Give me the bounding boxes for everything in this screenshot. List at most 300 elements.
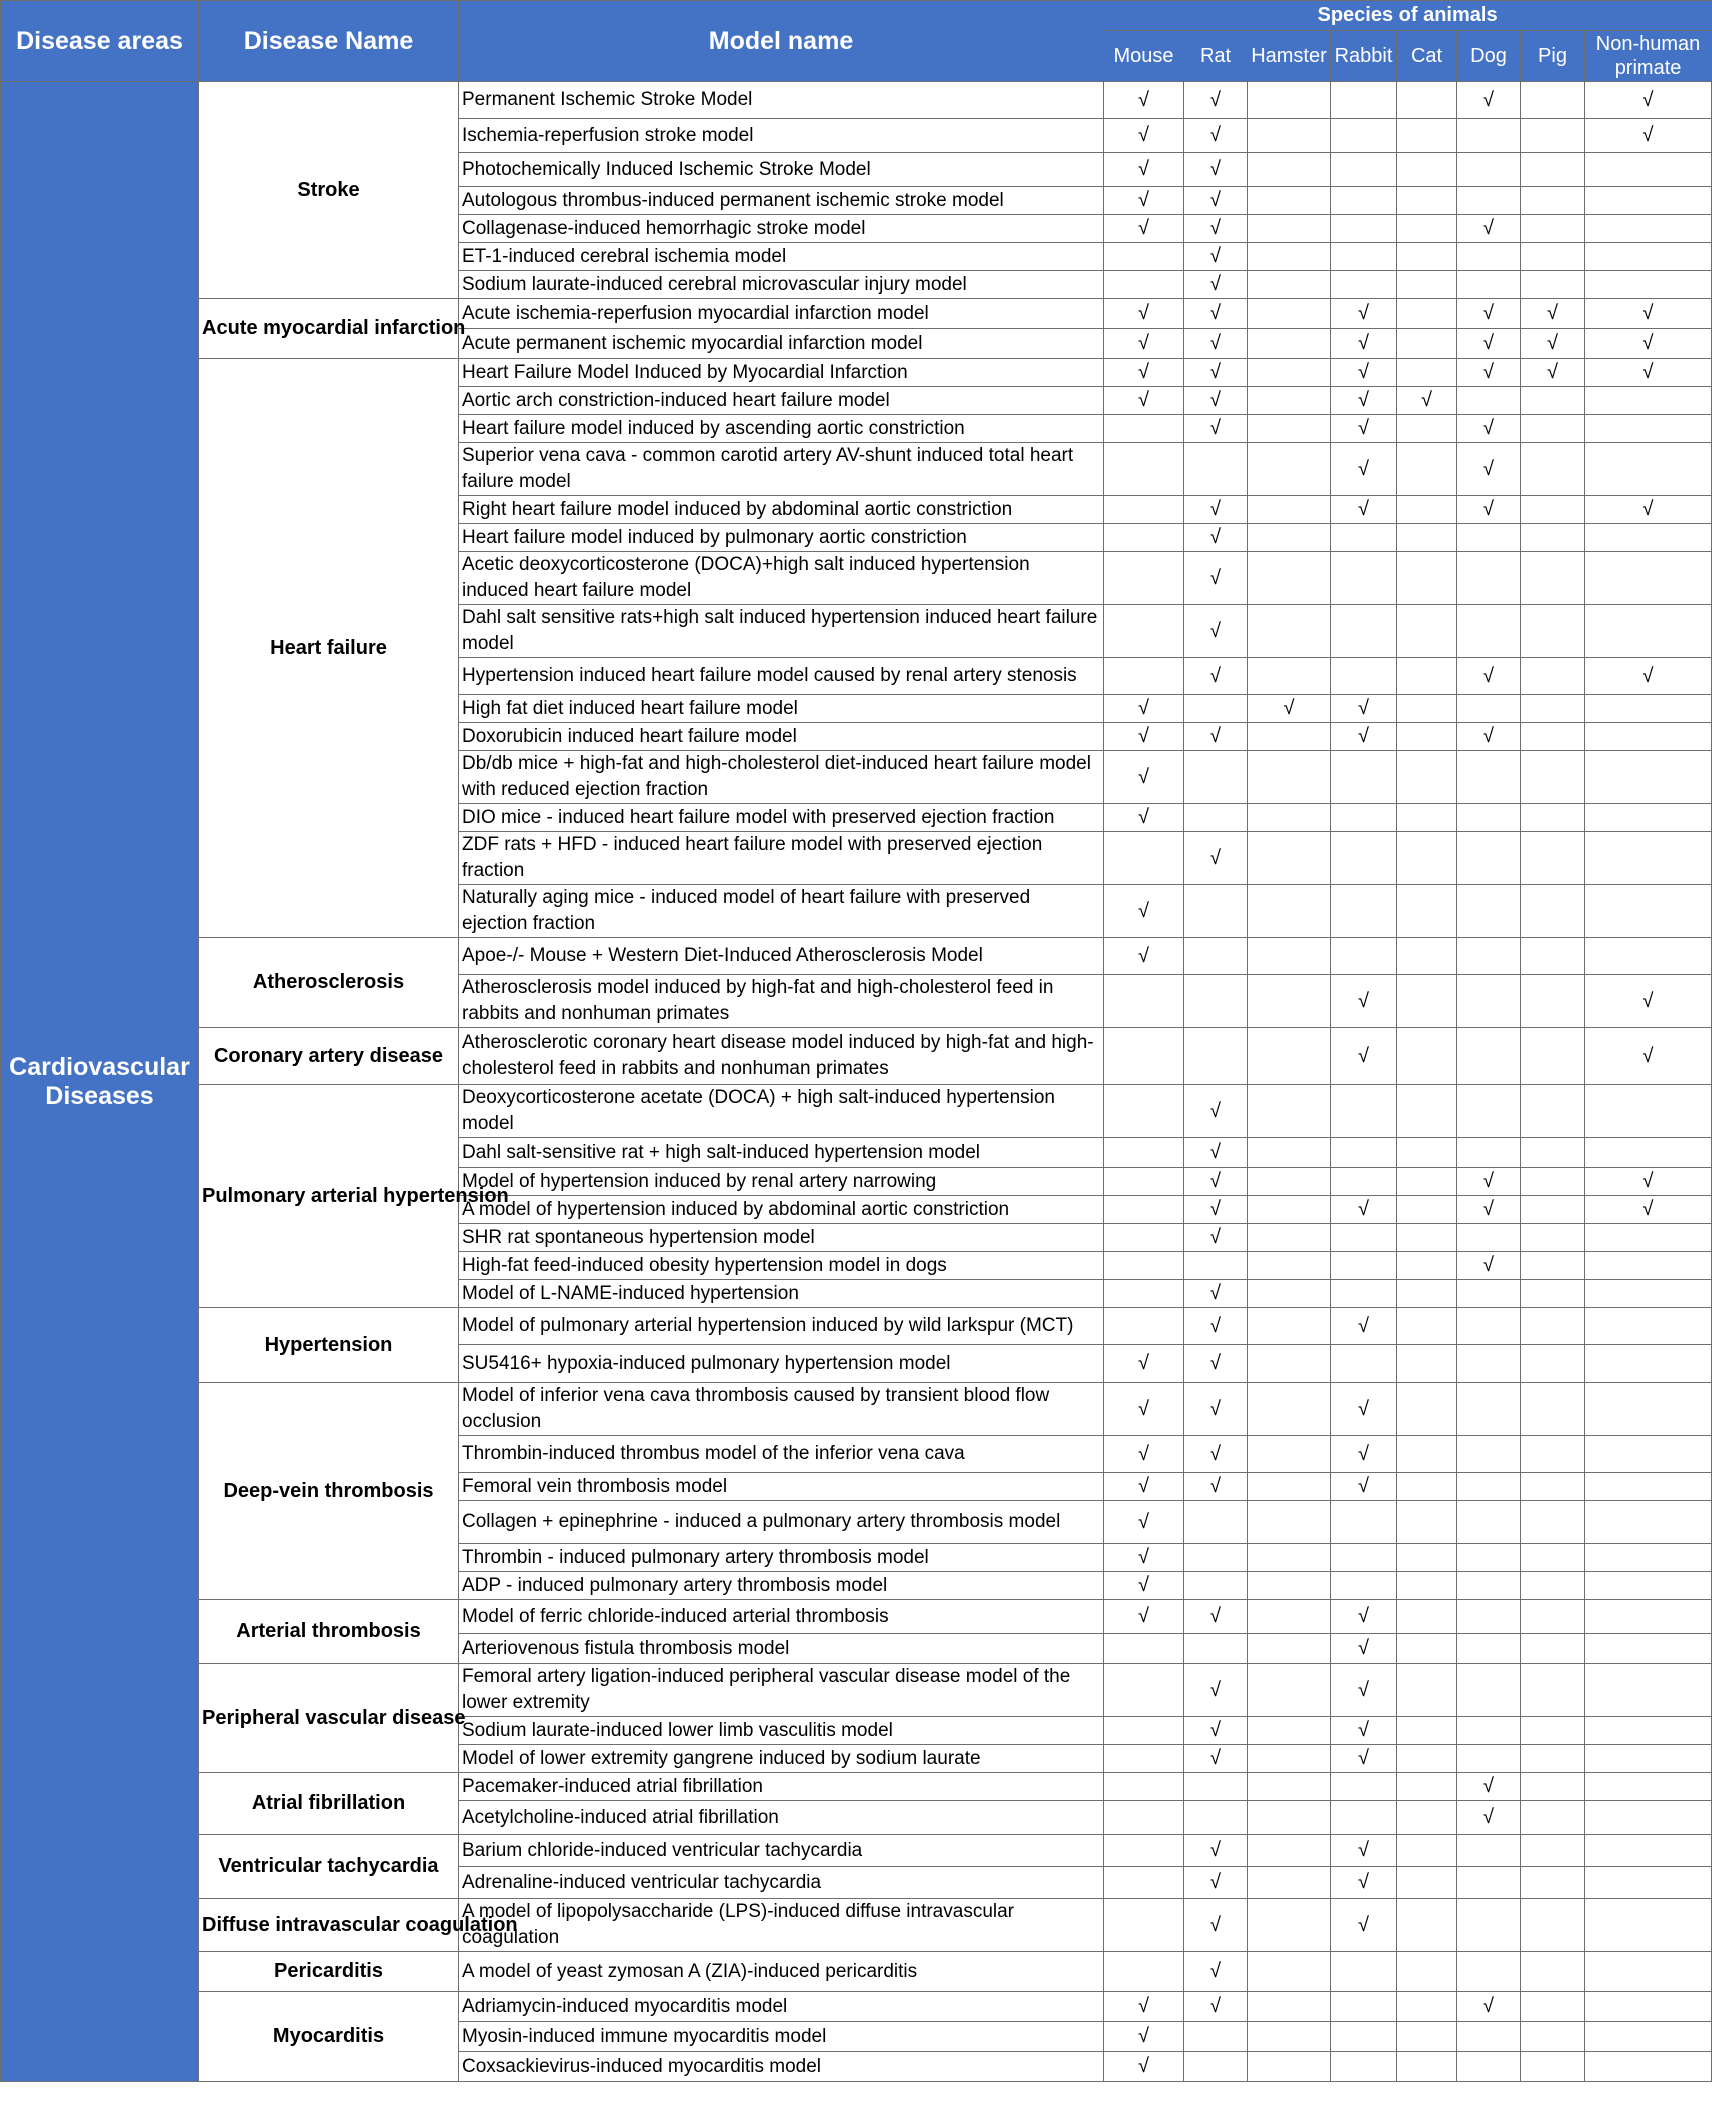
empty-species-cell	[1585, 695, 1712, 723]
model-name-cell: Femoral vein thrombosis model	[459, 1473, 1104, 1501]
empty-species-cell	[1585, 1252, 1712, 1280]
empty-species-cell	[1184, 1252, 1248, 1280]
empty-species-cell	[1457, 119, 1521, 153]
empty-species-cell	[1248, 1436, 1331, 1473]
empty-species-cell	[1248, 215, 1331, 243]
empty-species-cell	[1397, 1138, 1457, 1168]
empty-species-cell	[1457, 2052, 1521, 2082]
model-name-cell: DIO mice - induced heart failure model with preserved ejection fraction	[459, 804, 1104, 832]
check-mark-cell: √	[1331, 723, 1397, 751]
check-mark-cell: √	[1104, 387, 1184, 415]
check-mark-cell: √	[1331, 299, 1397, 329]
empty-species-cell	[1521, 751, 1585, 804]
empty-species-cell	[1331, 605, 1397, 658]
header-species-cat: Cat	[1397, 31, 1457, 82]
disease-name-cell: Hypertension	[199, 1308, 459, 1383]
empty-species-cell	[1457, 1383, 1521, 1436]
table-row	[1, 1899, 1712, 1952]
empty-species-cell	[1397, 1867, 1457, 1899]
empty-species-cell	[1331, 1773, 1397, 1801]
empty-species-cell	[1521, 975, 1585, 1028]
disease-name-cell: Atrial fibrillation	[199, 1773, 459, 1835]
empty-species-cell	[1521, 1501, 1585, 1544]
empty-species-cell	[1184, 885, 1248, 938]
empty-species-cell	[1331, 1138, 1397, 1168]
empty-species-cell	[1104, 1867, 1184, 1899]
empty-species-cell	[1585, 153, 1712, 187]
check-mark-cell: √	[1184, 329, 1248, 359]
empty-species-cell	[1521, 832, 1585, 885]
empty-species-cell	[1585, 1992, 1712, 2022]
check-mark-cell: √	[1585, 329, 1712, 359]
empty-species-cell	[1331, 1501, 1397, 1544]
check-mark-cell: √	[1184, 658, 1248, 695]
empty-species-cell	[1397, 119, 1457, 153]
check-mark-cell: √	[1184, 299, 1248, 329]
empty-species-cell	[1457, 1899, 1521, 1952]
empty-species-cell	[1397, 1600, 1457, 1634]
empty-species-cell	[1397, 1252, 1457, 1280]
empty-species-cell	[1397, 695, 1457, 723]
empty-species-cell	[1184, 1501, 1248, 1544]
empty-species-cell	[1521, 1544, 1585, 1572]
check-mark-cell: √	[1457, 658, 1521, 695]
empty-species-cell	[1585, 271, 1712, 299]
empty-species-cell	[1585, 1835, 1712, 1867]
empty-species-cell	[1104, 552, 1184, 605]
check-mark-cell: √	[1104, 1544, 1184, 1572]
disease-name-cell: Deep-vein thrombosis	[199, 1383, 459, 1600]
empty-species-cell	[1331, 552, 1397, 605]
empty-species-cell	[1521, 658, 1585, 695]
model-name-cell: Model of inferior vena cava thrombosis caused by transient blood flow occlusion	[459, 1383, 1104, 1436]
empty-species-cell	[1397, 885, 1457, 938]
model-name-cell: SU5416+ hypoxia-induced pulmonary hypertension model	[459, 1345, 1104, 1383]
empty-species-cell	[1184, 695, 1248, 723]
model-name-cell: Barium chloride-induced ventricular tachycardia	[459, 1835, 1104, 1867]
empty-species-cell	[1104, 443, 1184, 496]
empty-species-cell	[1397, 552, 1457, 605]
table-row	[1, 1085, 1712, 1138]
empty-species-cell	[1585, 415, 1712, 443]
empty-species-cell	[1585, 387, 1712, 415]
empty-species-cell	[1397, 271, 1457, 299]
check-mark-cell: √	[1521, 329, 1585, 359]
empty-species-cell	[1457, 1952, 1521, 1992]
model-name-cell: Ischemia-reperfusion stroke model	[459, 119, 1104, 153]
model-name-cell: ADP - induced pulmonary artery thrombosis model	[459, 1572, 1104, 1600]
empty-species-cell	[1457, 271, 1521, 299]
check-mark-cell: √	[1184, 359, 1248, 387]
model-name-cell: Thrombin - induced pulmonary artery thrombosis model	[459, 1544, 1104, 1572]
empty-species-cell	[1397, 975, 1457, 1028]
check-mark-cell: √	[1104, 215, 1184, 243]
header-species-mouse: Mouse	[1104, 31, 1184, 82]
empty-species-cell	[1248, 119, 1331, 153]
empty-species-cell	[1184, 1572, 1248, 1600]
empty-species-cell	[1104, 1168, 1184, 1196]
empty-species-cell	[1331, 1168, 1397, 1196]
empty-species-cell	[1397, 1345, 1457, 1383]
check-mark-cell: √	[1184, 82, 1248, 119]
empty-species-cell	[1457, 153, 1521, 187]
empty-species-cell	[1521, 1899, 1585, 1952]
empty-species-cell	[1585, 1085, 1712, 1138]
model-name-cell: Model of pulmonary arterial hypertension induced by wild larkspur (MCT)	[459, 1308, 1104, 1345]
model-name-cell: Acute permanent ischemic myocardial infarction model	[459, 329, 1104, 359]
check-mark-cell: √	[1184, 1867, 1248, 1899]
check-mark-cell: √	[1184, 187, 1248, 215]
model-name-cell: Model of ferric chloride-induced arterial thrombosis	[459, 1600, 1104, 1634]
empty-species-cell	[1521, 1224, 1585, 1252]
check-mark-cell: √	[1457, 1801, 1521, 1835]
table-header	[1, 1, 1712, 82]
check-mark-cell: √	[1184, 243, 1248, 271]
check-mark-cell: √	[1184, 832, 1248, 885]
model-name-cell: ET-1-induced cerebral ischemia model	[459, 243, 1104, 271]
empty-species-cell	[1585, 1138, 1712, 1168]
empty-species-cell	[1248, 153, 1331, 187]
check-mark-cell: √	[1331, 1028, 1397, 1085]
table-row	[1, 1383, 1712, 1436]
check-mark-cell: √	[1331, 1717, 1397, 1745]
check-mark-cell: √	[1184, 1899, 1248, 1952]
check-mark-cell: √	[1585, 359, 1712, 387]
empty-species-cell	[1585, 1572, 1712, 1600]
empty-species-cell	[1248, 1224, 1331, 1252]
empty-species-cell	[1104, 975, 1184, 1028]
empty-species-cell	[1248, 524, 1331, 552]
empty-species-cell	[1248, 1801, 1331, 1835]
check-mark-cell: √	[1331, 1634, 1397, 1664]
check-mark-cell: √	[1585, 82, 1712, 119]
empty-species-cell	[1585, 1345, 1712, 1383]
empty-species-cell	[1457, 804, 1521, 832]
disease-name-cell: Atherosclerosis	[199, 938, 459, 1028]
empty-species-cell	[1104, 1280, 1184, 1308]
empty-species-cell	[1585, 1383, 1712, 1436]
model-name-cell: Femoral artery ligation-induced peripheral vascular disease model of the lower extremity	[459, 1664, 1104, 1717]
empty-species-cell	[1397, 605, 1457, 658]
empty-species-cell	[1397, 723, 1457, 751]
empty-species-cell	[1585, 751, 1712, 804]
empty-species-cell	[1104, 1664, 1184, 1717]
empty-species-cell	[1521, 1280, 1585, 1308]
empty-species-cell	[1248, 1252, 1331, 1280]
empty-species-cell	[1457, 1835, 1521, 1867]
empty-species-cell	[1457, 605, 1521, 658]
check-mark-cell: √	[1331, 1745, 1397, 1773]
empty-species-cell	[1248, 271, 1331, 299]
check-mark-cell: √	[1457, 415, 1521, 443]
check-mark-cell: √	[1331, 359, 1397, 387]
check-mark-cell: √	[1184, 415, 1248, 443]
check-mark-cell: √	[1184, 1224, 1248, 1252]
empty-species-cell	[1184, 1028, 1248, 1085]
empty-species-cell	[1248, 885, 1331, 938]
empty-species-cell	[1184, 2052, 1248, 2082]
check-mark-cell: √	[1184, 1345, 1248, 1383]
empty-species-cell	[1397, 2052, 1457, 2082]
empty-species-cell	[1397, 82, 1457, 119]
empty-species-cell	[1248, 1992, 1331, 2022]
check-mark-cell: √	[1331, 329, 1397, 359]
check-mark-cell: √	[1521, 299, 1585, 329]
check-mark-cell: √	[1457, 299, 1521, 329]
model-name-cell: A model of lipopolysaccharide (LPS)-induced diffuse intravascular coagulation	[459, 1899, 1104, 1952]
empty-species-cell	[1457, 1572, 1521, 1600]
empty-species-cell	[1457, 1745, 1521, 1773]
check-mark-cell: √	[1104, 82, 1184, 119]
empty-species-cell	[1521, 695, 1585, 723]
empty-species-cell	[1397, 1085, 1457, 1138]
empty-species-cell	[1248, 1138, 1331, 1168]
model-name-cell: Permanent Ischemic Stroke Model	[459, 82, 1104, 119]
table-row	[1, 1028, 1712, 1085]
disease-name-cell: Acute myocardial infarction	[199, 299, 459, 359]
empty-species-cell	[1585, 1436, 1712, 1473]
table-row	[1, 299, 1712, 329]
empty-species-cell	[1397, 187, 1457, 215]
empty-species-cell	[1248, 387, 1331, 415]
empty-species-cell	[1585, 1473, 1712, 1501]
check-mark-cell: √	[1104, 1345, 1184, 1383]
empty-species-cell	[1331, 1952, 1397, 1992]
empty-species-cell	[1104, 1745, 1184, 1773]
empty-species-cell	[1521, 496, 1585, 524]
empty-species-cell	[1104, 1634, 1184, 1664]
check-mark-cell: √	[1457, 443, 1521, 496]
empty-species-cell	[1457, 1544, 1521, 1572]
empty-species-cell	[1397, 1028, 1457, 1085]
empty-species-cell	[1248, 496, 1331, 524]
check-mark-cell: √	[1104, 359, 1184, 387]
model-name-cell: SHR rat spontaneous hypertension model	[459, 1224, 1104, 1252]
empty-species-cell	[1248, 299, 1331, 329]
header-species-dog: Dog	[1457, 31, 1521, 82]
check-mark-cell: √	[1104, 1501, 1184, 1544]
empty-species-cell	[1521, 1345, 1585, 1383]
check-mark-cell: √	[1184, 215, 1248, 243]
disease-area-cell: Cardiovascular Diseases	[1, 82, 199, 2082]
empty-species-cell	[1521, 524, 1585, 552]
empty-species-cell	[1397, 1168, 1457, 1196]
check-mark-cell: √	[1457, 723, 1521, 751]
empty-species-cell	[1248, 187, 1331, 215]
empty-species-cell	[1397, 1899, 1457, 1952]
empty-species-cell	[1248, 1773, 1331, 1801]
model-name-cell: Acetylcholine-induced atrial fibrillation	[459, 1801, 1104, 1835]
model-name-cell: ZDF rats + HFD - induced heart failure model with preserved ejection fraction	[459, 832, 1104, 885]
model-name-cell: Model of hypertension induced by renal artery narrowing	[459, 1168, 1104, 1196]
check-mark-cell: √	[1331, 1383, 1397, 1436]
empty-species-cell	[1521, 1801, 1585, 1835]
empty-species-cell	[1248, 1572, 1331, 1600]
table-row	[1, 359, 1712, 387]
check-mark-cell: √	[1184, 1383, 1248, 1436]
check-mark-cell: √	[1184, 1473, 1248, 1501]
empty-species-cell	[1521, 804, 1585, 832]
empty-species-cell	[1521, 1717, 1585, 1745]
empty-species-cell	[1585, 605, 1712, 658]
empty-species-cell	[1397, 1196, 1457, 1224]
disease-name-cell: Myocarditis	[199, 1992, 459, 2082]
empty-species-cell	[1457, 1501, 1521, 1544]
empty-species-cell	[1521, 1436, 1585, 1473]
empty-species-cell	[1457, 1473, 1521, 1501]
empty-species-cell	[1331, 82, 1397, 119]
empty-species-cell	[1521, 1664, 1585, 1717]
empty-species-cell	[1331, 1544, 1397, 1572]
check-mark-cell: √	[1457, 1196, 1521, 1224]
empty-species-cell	[1104, 605, 1184, 658]
empty-species-cell	[1104, 415, 1184, 443]
model-name-cell: Model of L-NAME-induced hypertension	[459, 1280, 1104, 1308]
empty-species-cell	[1585, 804, 1712, 832]
check-mark-cell: √	[1457, 1252, 1521, 1280]
empty-species-cell	[1104, 1835, 1184, 1867]
empty-species-cell	[1331, 1345, 1397, 1383]
check-mark-cell: √	[1104, 1436, 1184, 1473]
check-mark-cell: √	[1585, 1168, 1712, 1196]
empty-species-cell	[1585, 1634, 1712, 1664]
empty-species-cell	[1397, 215, 1457, 243]
empty-species-cell	[1397, 2022, 1457, 2052]
model-name-cell: Sodium laurate-induced cerebral microvascular injury model	[459, 271, 1104, 299]
empty-species-cell	[1457, 387, 1521, 415]
table-row	[1, 1952, 1712, 1992]
model-name-cell: Db/db mice + high-fat and high-cholesterol diet-induced heart failure model with reduced ejection fraction	[459, 751, 1104, 804]
empty-species-cell	[1184, 938, 1248, 975]
table-row	[1, 1835, 1712, 1867]
check-mark-cell: √	[1585, 299, 1712, 329]
empty-species-cell	[1521, 938, 1585, 975]
check-mark-cell: √	[1184, 1138, 1248, 1168]
check-mark-cell: √	[1184, 1664, 1248, 1717]
check-mark-cell: √	[1184, 1280, 1248, 1308]
empty-species-cell	[1397, 299, 1457, 329]
empty-species-cell	[1104, 1138, 1184, 1168]
check-mark-cell: √	[1104, 153, 1184, 187]
check-mark-cell: √	[1331, 1436, 1397, 1473]
check-mark-cell: √	[1457, 1773, 1521, 1801]
empty-species-cell	[1397, 1664, 1457, 1717]
table-body	[1, 82, 1712, 2082]
empty-species-cell	[1104, 1717, 1184, 1745]
disease-name-cell: Peripheral vascular disease	[199, 1664, 459, 1773]
empty-species-cell	[1521, 1308, 1585, 1345]
check-mark-cell: √	[1184, 552, 1248, 605]
empty-species-cell	[1331, 1280, 1397, 1308]
empty-species-cell	[1184, 1634, 1248, 1664]
empty-species-cell	[1397, 832, 1457, 885]
empty-species-cell	[1585, 1308, 1712, 1345]
empty-species-cell	[1457, 885, 1521, 938]
check-mark-cell: √	[1457, 359, 1521, 387]
check-mark-cell: √	[1184, 1835, 1248, 1867]
empty-species-cell	[1397, 658, 1457, 695]
check-mark-cell: √	[1104, 751, 1184, 804]
empty-species-cell	[1248, 1383, 1331, 1436]
empty-species-cell	[1585, 1717, 1712, 1745]
empty-species-cell	[1585, 1801, 1712, 1835]
disease-name-cell: Pericarditis	[199, 1952, 459, 1992]
empty-species-cell	[1457, 1308, 1521, 1345]
empty-species-cell	[1521, 82, 1585, 119]
check-mark-cell: √	[1331, 1473, 1397, 1501]
check-mark-cell: √	[1331, 1899, 1397, 1952]
empty-species-cell	[1104, 1773, 1184, 1801]
check-mark-cell: √	[1331, 695, 1397, 723]
empty-species-cell	[1248, 443, 1331, 496]
check-mark-cell: √	[1104, 119, 1184, 153]
header-disease-name: Disease Name	[199, 1, 459, 82]
empty-species-cell	[1104, 1252, 1184, 1280]
empty-species-cell	[1521, 1028, 1585, 1085]
empty-species-cell	[1585, 243, 1712, 271]
model-name-cell: Photochemically Induced Ischemic Stroke Model	[459, 153, 1104, 187]
empty-species-cell	[1521, 215, 1585, 243]
empty-species-cell	[1104, 1952, 1184, 1992]
empty-species-cell	[1248, 1501, 1331, 1544]
check-mark-cell: √	[1104, 885, 1184, 938]
empty-species-cell	[1248, 804, 1331, 832]
empty-species-cell	[1104, 1899, 1184, 1952]
empty-species-cell	[1248, 359, 1331, 387]
disease-name-cell: Coronary artery disease	[199, 1028, 459, 1085]
model-name-cell: Arteriovenous fistula thrombosis model	[459, 1634, 1104, 1664]
empty-species-cell	[1248, 1835, 1331, 1867]
check-mark-cell: √	[1248, 695, 1331, 723]
check-mark-cell: √	[1104, 1383, 1184, 1436]
empty-species-cell	[1457, 1436, 1521, 1473]
model-name-cell: Coxsackievirus-induced myocarditis model	[459, 2052, 1104, 2082]
empty-species-cell	[1585, 885, 1712, 938]
model-name-cell: Collagenase-induced hemorrhagic stroke model	[459, 215, 1104, 243]
model-name-cell: Sodium laurate-induced lower limb vasculitis model	[459, 1717, 1104, 1745]
empty-species-cell	[1248, 1168, 1331, 1196]
empty-species-cell	[1585, 938, 1712, 975]
empty-species-cell	[1397, 1436, 1457, 1473]
check-mark-cell: √	[1585, 119, 1712, 153]
check-mark-cell: √	[1104, 804, 1184, 832]
empty-species-cell	[1521, 1992, 1585, 2022]
empty-species-cell	[1585, 832, 1712, 885]
empty-species-cell	[1521, 1138, 1585, 1168]
empty-species-cell	[1397, 243, 1457, 271]
empty-species-cell	[1331, 885, 1397, 938]
check-mark-cell: √	[1104, 2052, 1184, 2082]
empty-species-cell	[1457, 1085, 1521, 1138]
empty-species-cell	[1521, 1634, 1585, 1664]
empty-species-cell	[1585, 187, 1712, 215]
model-name-cell: Autologous thrombus-induced permanent ischemic stroke model	[459, 187, 1104, 215]
disease-name-cell: Diffuse intravascular coagulation	[199, 1899, 459, 1952]
empty-species-cell	[1331, 751, 1397, 804]
empty-species-cell	[1331, 1252, 1397, 1280]
check-mark-cell: √	[1184, 1168, 1248, 1196]
empty-species-cell	[1248, 2022, 1331, 2052]
model-name-cell: Atherosclerotic coronary heart disease model induced by high-fat and high-cholesterol feed in rabbits and nonhuman primates	[459, 1028, 1104, 1085]
empty-species-cell	[1331, 658, 1397, 695]
check-mark-cell: √	[1457, 1992, 1521, 2022]
check-mark-cell: √	[1457, 329, 1521, 359]
empty-species-cell	[1248, 1634, 1331, 1664]
check-mark-cell: √	[1184, 1308, 1248, 1345]
empty-species-cell	[1248, 1600, 1331, 1634]
model-name-cell: Atherosclerosis model induced by high-fat and high-cholesterol feed in rabbits and nonhuman primates	[459, 975, 1104, 1028]
empty-species-cell	[1104, 1801, 1184, 1835]
